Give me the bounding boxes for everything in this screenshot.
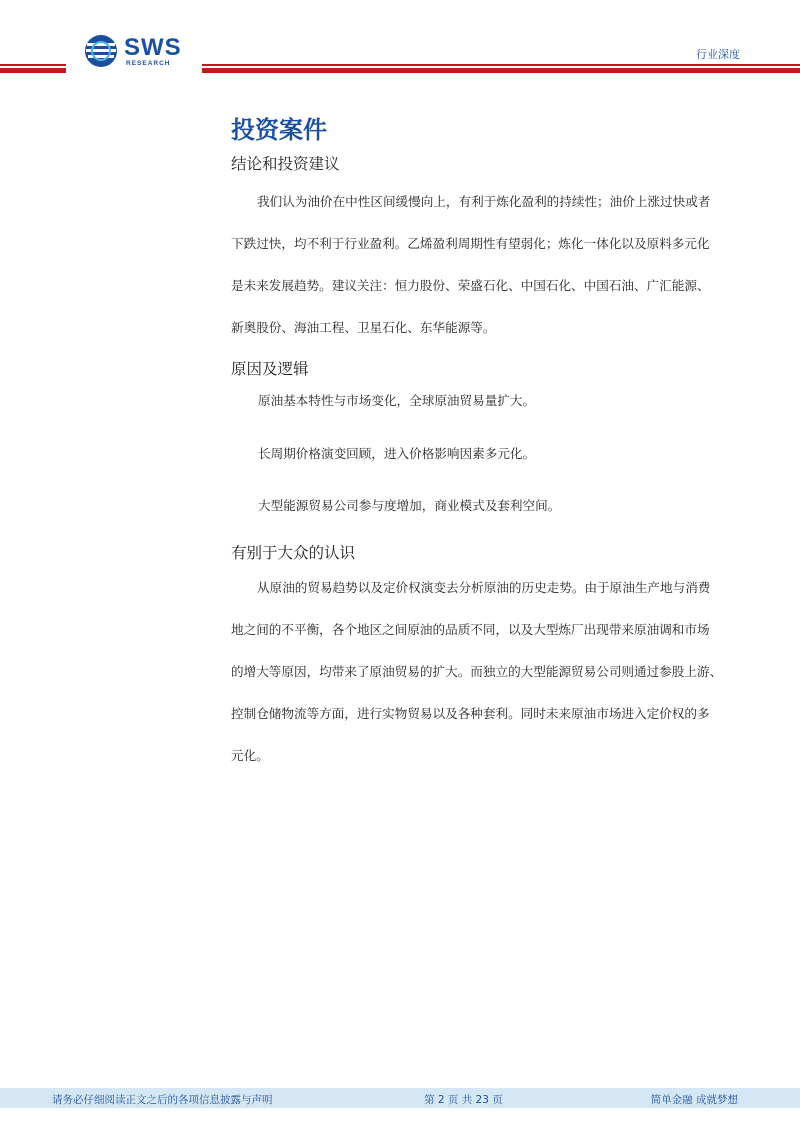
page-number: 第 2 页 共 23 页 [424, 1094, 503, 1106]
paragraph-line: 我们认为油价在中性区间缓慢向上，有利于炼化盈利的持续性；油价上涨过快或者 [257, 194, 711, 209]
company-logo [84, 34, 194, 74]
different-view-paragraph [231, 567, 741, 777]
logo-text: SWS [124, 34, 182, 61]
paragraph-line: 下跌过快，均不利于行业盈利。乙烯盈利周期性有望弱化；炼化一体化以及原料多元化 [231, 236, 710, 251]
report-category-tag: 行业深度 [696, 48, 740, 61]
paragraph-line: 控制仓储物流等方面，进行实物贸易以及各种套利。同时未来原油市场进入定价权的多 [231, 706, 710, 721]
header-rule [202, 64, 800, 66]
paragraph-line: 新奥股份、海油工程、卫星石化、东华能源等。 [231, 320, 496, 335]
header-rule [0, 64, 66, 66]
paragraph-line: 的增大等原因，均带来了原油贸易的扩大。而独立的大型能源贸易公司则通过参股上游、 [231, 664, 723, 679]
section-title-different-view: 有别于大众的认识 [231, 544, 356, 562]
header-rule [202, 68, 800, 73]
reason-item: 原油基本特性与市场变化，全球原油贸易量扩大。 [258, 393, 536, 408]
footer-slogan: 简单金融 成就梦想 [650, 1094, 738, 1106]
paragraph-line: 是未来发展趋势。建议关注：恒力股份、荣盛石化、中国石化、中国石油、广汇能源、 [231, 278, 710, 293]
header-rule [0, 68, 66, 73]
paragraph-line: 元化。 [231, 748, 269, 763]
logo-subtext: RESEARCH [126, 60, 171, 67]
section-title-conclusion: 结论和投资建议 [231, 155, 340, 173]
conclusion-paragraph [231, 181, 741, 349]
paragraph-line: 从原油的贸易趋势以及定价权演变去分析原油的历史走势。由于原油生产地与消费 [257, 580, 711, 595]
paragraph-line: 地之间的不平衡，各个地区之间原油的品质不同，以及大型炼厂出现带来原油调和市场 [231, 622, 710, 637]
page-title: 投资案件 [231, 116, 327, 144]
section-title-reasons: 原因及逻辑 [231, 360, 309, 378]
logo-globe-icon [84, 34, 118, 68]
reason-item: 大型能源贸易公司参与度增加，商业模式及套利空间。 [258, 498, 561, 513]
reason-item: 长周期价格演变回顾，进入价格影响因素多元化。 [258, 446, 536, 461]
footer-disclaimer: 请务必仔细阅读正文之后的各项信息披露与声明 [52, 1094, 273, 1106]
